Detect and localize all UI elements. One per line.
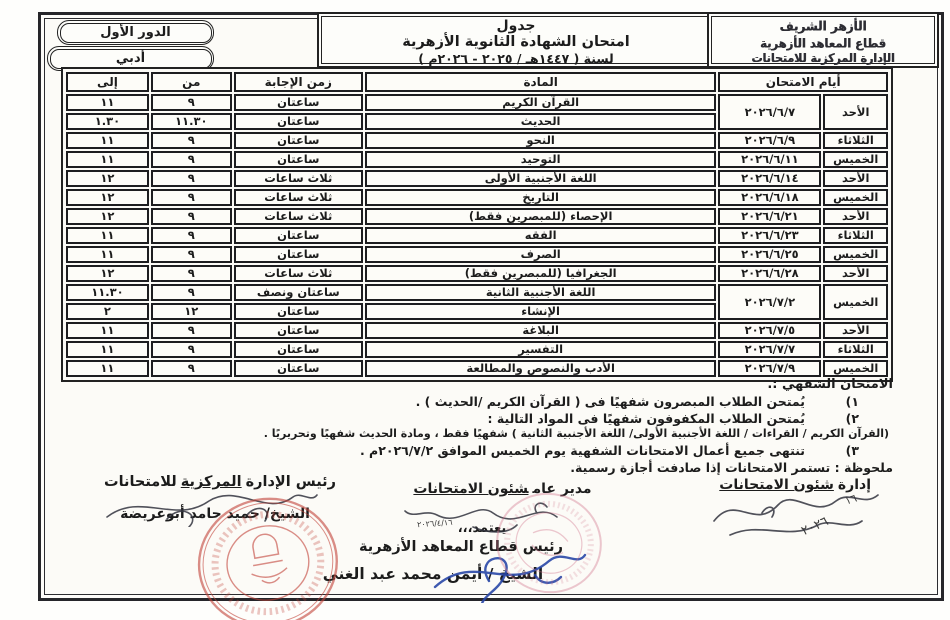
table-row: [66, 265, 888, 282]
handwritten-year: ٢٠٢٦: [799, 513, 831, 540]
note-final: [61, 460, 893, 475]
exam-from: ٩: [151, 151, 232, 168]
exam-subject: النحو: [365, 132, 716, 149]
exam-duration: ساعتان ونصف: [234, 284, 363, 301]
note-item-3: [61, 443, 893, 458]
exam-duration: ساعتان: [234, 322, 363, 339]
exam-to: ١١: [66, 94, 149, 111]
round-label: الدور الأول: [60, 23, 212, 43]
exam-duration: ساعتان: [234, 303, 363, 320]
handwritten-date: ٢٠٢٦/٤/١٦: [416, 517, 453, 530]
exam-duration: ثلاث ساعات: [234, 170, 363, 187]
exam-duration: ساعتان: [234, 94, 363, 111]
azhar-logo-line2: قطاع المعاهد الأزهرية: [760, 35, 886, 51]
exam-from: ٩: [151, 246, 232, 263]
col-header-duration: زمن الإجابة: [234, 72, 363, 92]
exam-duration: ثلاث ساعات: [234, 208, 363, 225]
table-row: [66, 132, 888, 149]
table-row: [66, 322, 888, 339]
exam-date: ٢٠٢٦/٦/٢٥: [718, 246, 821, 263]
exam-to: ١١.٣٠: [66, 284, 149, 301]
exam-day: الخميس: [823, 284, 888, 320]
exam-date: ٢٠٢٦/٦/١١: [718, 151, 821, 168]
exam-table-wrap: [61, 67, 893, 382]
exam-date: ٢٠٢٦/٧/٥: [718, 322, 821, 339]
exam-from: ٩: [151, 132, 232, 149]
col-header-from: من: [151, 72, 232, 92]
exam-day: الخميس: [823, 189, 888, 206]
document-frame: [38, 12, 944, 601]
sector-head-title: رئيس قطاع المعاهد الأزهرية: [359, 539, 563, 555]
sig-title-text: إدارة: [837, 477, 871, 493]
exam-date: ٢٠٢٦/٦/١٨: [718, 189, 821, 206]
table-row: [66, 94, 888, 111]
note-item-1: [61, 394, 893, 409]
exam-day: الأحد: [823, 94, 888, 130]
exam-day: الثلاثاء: [823, 132, 888, 149]
exam-subject: الفقه: [365, 227, 716, 244]
official-stamp: [182, 479, 355, 620]
round-label-box: [57, 20, 214, 45]
central-admin-head-name: الشيخ/ حميد حامد أبوعريضة: [120, 506, 310, 522]
table-row: [66, 208, 888, 225]
exam-to: ١١: [66, 132, 149, 149]
exam-to: ١١: [66, 151, 149, 168]
exam-from: ٩: [151, 170, 232, 187]
note-text: يُمتحن الطلاب المكفوفون شفهيًا فى المواد التالية :: [487, 411, 805, 426]
azhar-logo-line1: الأزهر الشريف: [779, 18, 867, 34]
exam-to: ١١: [66, 360, 149, 377]
note-final-label: ملحوظة :: [834, 460, 893, 475]
title-box: [317, 12, 715, 68]
exam-subject: التوحيد: [365, 151, 716, 168]
azhar-logo-box: [707, 12, 939, 68]
note-final-text: تستمر الامتحانات إذا صادفت أجازة رسمية.: [570, 460, 831, 475]
sig-title-central-admin-head: [55, 474, 385, 490]
note-item-2: [61, 411, 893, 426]
col-header-to: إلى: [66, 72, 149, 92]
exam-subject: التاريخ: [365, 189, 716, 206]
exam-to: ١١: [66, 322, 149, 339]
exam-date: ٢٠٢٦/٦/٢٨: [718, 265, 821, 282]
exam-from: ٩: [151, 227, 232, 244]
exam-duration: ساعتان: [234, 246, 363, 263]
exam-date: ٢٠٢٦/٧/٧: [718, 341, 821, 358]
track-label: أدبي: [50, 49, 212, 69]
exam-duration: ساعتان: [234, 341, 363, 358]
exam-from: ٩: [151, 94, 232, 111]
doc-title-word: جدول: [496, 18, 536, 34]
exam-subject: البلاغة: [365, 322, 716, 339]
note-number: ٣): [845, 443, 859, 458]
notes-heading: الامتحان الشفهي :.: [767, 377, 893, 392]
exam-to: ١٢: [66, 189, 149, 206]
exam-table: [64, 70, 890, 379]
exam-to: ١٢: [66, 265, 149, 282]
table-row: [66, 151, 888, 168]
sig-title-text: مدير عام: [532, 481, 592, 497]
exam-duration: ساعتان: [234, 113, 363, 130]
exam-date: ٢٠٢٦/٦/١٤: [718, 170, 821, 187]
exam-day: الخميس: [823, 151, 888, 168]
azhar-logo-line3: الإدارة المركزية للامتحانات: [751, 51, 895, 66]
exam-duration: ساعتان: [234, 151, 363, 168]
note-number: ٢): [845, 411, 859, 426]
exam-from: ٩: [151, 360, 232, 377]
exam-duration: ثلاث ساعات: [234, 189, 363, 206]
table-row: [66, 227, 888, 244]
col-header-subject: المادة: [365, 72, 716, 92]
sig-title-underlined: شئون الامتحانات: [413, 481, 529, 497]
sig-title-exams-affairs: [719, 477, 871, 493]
exam-subject: القرآن الكريم: [365, 94, 716, 111]
exam-day: الثلاثاء: [823, 227, 888, 244]
exam-to: ١٢: [66, 208, 149, 225]
sig-title-underlined: شئون الامتحانات: [719, 477, 834, 493]
exam-day: الخميس: [823, 246, 888, 263]
table-row: [66, 360, 888, 377]
exam-from: ٩: [151, 284, 232, 301]
exam-day: الأحد: [823, 208, 888, 225]
exam-date: ٢٠٢٦/٦/٢٣: [718, 227, 821, 244]
table-row: [66, 246, 888, 263]
exam-date: ٢٠٢٦/٦/٩: [718, 132, 821, 149]
exam-from: ١١.٣٠: [151, 113, 232, 130]
exam-date: ٢٠٢٦/٧/٢: [718, 284, 821, 320]
note-text: تنتهى جميع أعمال الامتحانات الشفهية يوم الخميس الموافق ٢٠٢٦/٧/٢م .: [359, 443, 805, 458]
sig-title-underlined: المركزية: [180, 474, 242, 490]
exam-subject: الأدب والنصوص والمطالعة: [365, 360, 716, 377]
table-row: [66, 170, 888, 187]
exam-to: ١١: [66, 246, 149, 263]
note-text: يُمتحن الطلاب المبصرون شفهيًا فى ( القرآن الكريم /الحديث ) .: [415, 394, 805, 409]
exam-day: الأحد: [823, 322, 888, 339]
exam-date: ٢٠٢٦/٦/٧: [718, 94, 821, 130]
doc-title-main: امتحان الشهادة الثانوية الأزهرية: [402, 34, 630, 50]
exam-to: ١١: [66, 341, 149, 358]
exam-day: الأحد: [823, 170, 888, 187]
exam-from: ٩: [151, 341, 232, 358]
exam-from: ٩: [151, 265, 232, 282]
col-header-days: أيام الامتحان: [718, 72, 888, 92]
exam-to: ١١: [66, 227, 149, 244]
exam-to: ١٢: [66, 170, 149, 187]
doc-title-year: لسنة ( ١٤٤٧هـ / ٢٠٢٥ - ٢٠٢٦م ): [418, 51, 614, 66]
sector-head-name: الشيخ / أيمن محمد عبد الغني: [322, 565, 544, 583]
note-number: ١): [845, 394, 859, 409]
notes-section: [61, 377, 893, 475]
exam-duration: ساعتان: [234, 227, 363, 244]
exam-from: ١٢: [151, 303, 232, 320]
exam-subject: اللغة الأجنبية الأولى: [365, 170, 716, 187]
table-header-row: [66, 72, 888, 92]
exam-day: الثلاثاء: [823, 341, 888, 358]
exam-from: ٩: [151, 189, 232, 206]
handwritten-mark: ١٦: [843, 491, 859, 508]
exam-duration: ساعتان: [234, 132, 363, 149]
exam-duration: ثلاث ساعات: [234, 265, 363, 282]
approval-label: يعتمد،،،: [457, 521, 507, 536]
note-item-2-detail: (القرآن الكريم / القراءات / اللغة الأجنبية الأولى/ اللغة الأجنبية الثانية ) شفهيًا فقط ، ومادة الحديث شفهيًا وتحريريًا .: [263, 427, 889, 440]
exam-subject: الصرف: [365, 246, 716, 263]
sig-title-text: رئيس الإدارة: [245, 474, 336, 490]
table-row: [66, 341, 888, 358]
sig-title-text: للامتحانات: [104, 474, 177, 490]
exam-to: ١.٣٠: [66, 113, 149, 130]
signature-right: [702, 485, 887, 555]
exam-subject: الجغرافيا (للمبصرين فقط): [365, 265, 716, 282]
exam-duration: ساعتان: [234, 360, 363, 377]
table-row: [66, 284, 888, 301]
exam-date: ٢٠٢٦/٧/٩: [718, 360, 821, 377]
sig-title-general-director: [385, 481, 620, 497]
exam-from: ٩: [151, 208, 232, 225]
exam-day: الأحد: [823, 265, 888, 282]
exam-subject: الإحصاء (للمبصرين فقط): [365, 208, 716, 225]
exam-day: الخميس: [823, 360, 888, 377]
exam-subject: الحديث: [365, 113, 716, 130]
exam-subject: التفسير: [365, 341, 716, 358]
exam-date: ٢٠٢٦/٦/٢١: [718, 208, 821, 225]
exam-from: ٩: [151, 322, 232, 339]
table-row: [66, 189, 888, 206]
exam-subject: الإنشاء: [365, 303, 716, 320]
exam-subject: اللغة الأجنبية الثانية: [365, 284, 716, 301]
exam-to: ٢: [66, 303, 149, 320]
